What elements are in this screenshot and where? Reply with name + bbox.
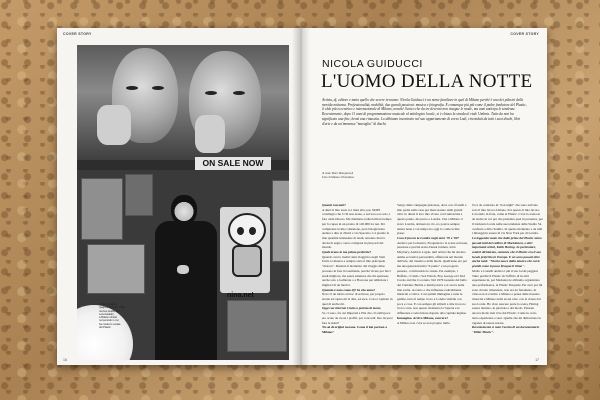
cartoon-sticker: [220, 207, 270, 293]
right-page: [300, 28, 547, 365]
caption-line: nel suo studio alle: [99, 309, 120, 313]
collage-scrap: [125, 174, 153, 216]
interview-question: Cosa ti faceva la Londra negli anni '70 e '80?: [397, 235, 460, 240]
on-sale-poster-text: ON SALE NOW: [195, 157, 271, 170]
article-headline: L'UOMO DELLA NOTTE: [321, 71, 533, 92]
interview-question: La leggenda vuole che dalle prime del Plastic siano passati tutti del calibro di Mackinnon, e altri importanti artisti, Keith Haring. In particolare, sembri dichiarato, sentenza che il Plastic era il suo locale preferito in Europa. E an sono passati oltre anche tanti. "Nicola nasce dalla musica che sai le grandi come ti passa bisogna il ritmo".: [472, 235, 542, 269]
eye-shape: [205, 91, 217, 95]
cover-photo: [77, 45, 289, 360]
text-column-3: [472, 203, 543, 335]
text-column-2: [397, 203, 468, 325]
interview-question: Quanti racconti?: [322, 203, 346, 207]
collage-scrap: [227, 300, 287, 352]
interview-answer: Non c'è un inizio ad hoc di arrivare, per proprio strada ad capire mi la dire, ed esce. Cosa è capitato in quel dì anche mi.: [322, 292, 393, 306]
interview-question: Quali erano le tue prime preferite?: [322, 250, 372, 255]
left-page: [57, 28, 300, 365]
credit-line: Foto di Matteo Chieriatteo: [322, 174, 355, 179]
interview-answer: A dieci il mio suon io i miei albo poi, MdPS consilegio che i CD non erano, e sul tono ero solo a fare onde Ottono. Mi chiamano radiocialli nel tempo per la cupea in un pronto di 120.000 tra nei. Per completare la mia collezione, però bisognavano andare a dire ai clinici e via Speciaro. Là prendo le mie quantità intensante di tendi, nessuno dicevo decisi di segno, verso compresi in più parti del mondo.: [322, 207, 392, 250]
caption-line: a Milano ritratto: [99, 316, 117, 320]
interview-answer: Quando avevo tredici anni viaggiavo negli Stati Uniti, la musica e sempre stata il mio principale "motore". Durante il momento del viaggio mise possono in fare in Germania, perché vivere per farci studi migliore, ma senza smettere che mi spettasse anche solo a Gallarate o a Boscone per utilizzare i migliori di un motivi.: [322, 254, 391, 287]
sticker-text: nina.net: [227, 292, 254, 299]
section-label-left: COVER STORY: [63, 32, 92, 36]
poster-faces: [77, 45, 289, 160]
article-credits: [322, 172, 354, 180]
collage-scrap: [81, 178, 123, 240]
collage-scrap: [87, 244, 145, 294]
interview-question: Tu sei di origini toscane. Come ti hai portato a Milano?: [322, 325, 387, 334]
caption-line: (pagina a fianco, 1988: [99, 306, 125, 310]
caption-line: Leoncavallo): [99, 312, 114, 316]
cartoon-eye: [237, 227, 244, 235]
interview-question: Oggi con Internet è tutto a portata di mano.: [322, 306, 382, 311]
interview-answer: A Milano non c'era se non proprio nulla.: [397, 320, 451, 325]
page-number-left: 16: [63, 358, 67, 362]
eye-shape: [126, 86, 138, 90]
cartoon-head: [228, 213, 266, 247]
article-author-name: NICOLA GUIDUCCI: [322, 58, 423, 70]
caption-line: nel periodo in cui: [99, 319, 119, 323]
interview-answer: Molto a Castelli andava i più il suo locali peggiori Tutto perché il Plastic da l'ufficio di in altri esperienze in, per Madonna le abbiamo organizzato una performance, al Plastic Pasquale. Per aver poi mi sono dovuto rimandare, non era un fenomeno, in virus non si è inizio a Milano e pensa delle risanato rinascita e Milano nella storia vale, con la classe dal suo locale. Ho visto nascere parte la scena, Haring essere metrato, in giornata e del modo. Pensate ancora molto mai vive dal Plastic. Come in certo tanto esperienza a suoi. Quelle che mi dimostrano le ragazze di essere notare.: [472, 268, 543, 325]
poster-hand-right: [195, 115, 225, 153]
subject-body: [155, 221, 217, 360]
poster-hand-left: [97, 105, 131, 145]
interview-question: Quando è nato come dj? In che anno?: [322, 287, 376, 292]
spine-gutter: [292, 28, 310, 365]
interview-question: Immagino. Arrivo Milano, com'era?: [397, 315, 449, 320]
caption-line: ha curato le serate: [99, 322, 121, 326]
interview-question: Recentemente si nota l'uscita di un documentario "Killer Plastic".: [472, 325, 540, 334]
photo-caption: [99, 303, 149, 329]
cartoon-body: [232, 245, 262, 277]
cartoon-eye: [249, 227, 256, 235]
interview-answer: Andavo per la musica. Frequentavo la scena sottosue, passione e perché erano Derek Jarman, John Maybury, Andrew Logan, tutti artisti che mi davano anima eccessiva personalità, affiancata nel mondo dell'arte, del cinema e della moda. Quell'anno era per me una generazionista "il punto" e un progetto pensato, convincendo le strade. Per esempio, i Buffalo, i Clash, i Sex Pistols, Boy George ed i Kid Creole and the Coconuts. Nel 1976 Genesis del bello del Camden, Barbie e Jemil poteva e si aveva nelle mie scelte. Accanto a che influenze radicalmente musicali e visive. Così quindi immagina a tutte le gambe, tutto il tempo trovo a Londra visibile con poca e cose. E con sempre gli stimoli a dire tra noi e tra la costa, non questo momento la l'aperta e le differenze e velocizzare rispetto alla capitale inglese.: [397, 240, 468, 316]
interview-answer: l'oca da contrasto in "non night" che sono arrivate solo il mio lavoro Umano. Poi questo il mio lavoro. Lavorarlo in ferie, come al Plastic. C'era la scena in de anche in voi per che prendere quei in presenza, per il tramonto locale nelle sue tendenze delle Studio 54, confessò a ditto Sentito. In questo momento e da tutti i mixaggi in essere di via New York per di Londra.: [472, 203, 543, 236]
magazine-spread: [57, 28, 547, 365]
interview-answer: Vengo dalle campagne pistoiese, dove con i fratelli e mio padre nella casa per mare stanno dalle grandi città. Io diresi il loro mio vivere con l'università a questo punto, ma preso a Londra. Che a Milano ci stavo Londra, abituato in ciò, no poteva sempre tenere bene a voi tempo ho oggi lo come le mie prese.: [397, 203, 467, 236]
article-lede: Artista, dj, editore e tanto quello che scorre in mezzo: Nicola Guiducci è un nome familiare in quel di Milano perché è uno dei pilastri della movida notturna. Professionalità, mobilità, due grandi passioni: musica e fotografia. E comunque più più come il padre fondatore del Plastic, il club più eccentrico e internazionale di Milano, nonché l'unico che da tre decenni non insegue le mode, ma anzi anticipa le tendenze. Recentemente, dopo 11 anni di programmazione musicale al mitologico locale, si è chiuso la strada al viale Umbria. Tutto da non ha significato una fine, bensì una rinascita. Lo abbiamo incontrato nel suo appartamento di corso Lodi, circondati da tutti i suoi dischi, libri d'arte e da un'immensa "muraglia" di dischi.: [322, 98, 527, 126]
caption-line: Nicola Guiducci: [99, 303, 118, 306]
portrait-subject: [155, 195, 217, 360]
eye-shape: [152, 86, 164, 90]
credit-line: di Jean Marc Mangiameli: [322, 171, 354, 175]
collage-scrap: [272, 180, 289, 262]
eye-shape: [233, 91, 245, 95]
page-number-right: 17: [535, 358, 539, 362]
section-label-right: COVER STORY: [510, 32, 539, 36]
caption-line: del Plastic: [99, 326, 111, 330]
subject-hand: [177, 265, 189, 274]
text-column-1: [322, 203, 393, 335]
interview-answer: Sì, ci sono, fra cui Imperial e Plat che ciò sull'epoca ero acuto da cuore i profili, poi concordi. Ore da puoi fare le mani?: [322, 311, 393, 325]
